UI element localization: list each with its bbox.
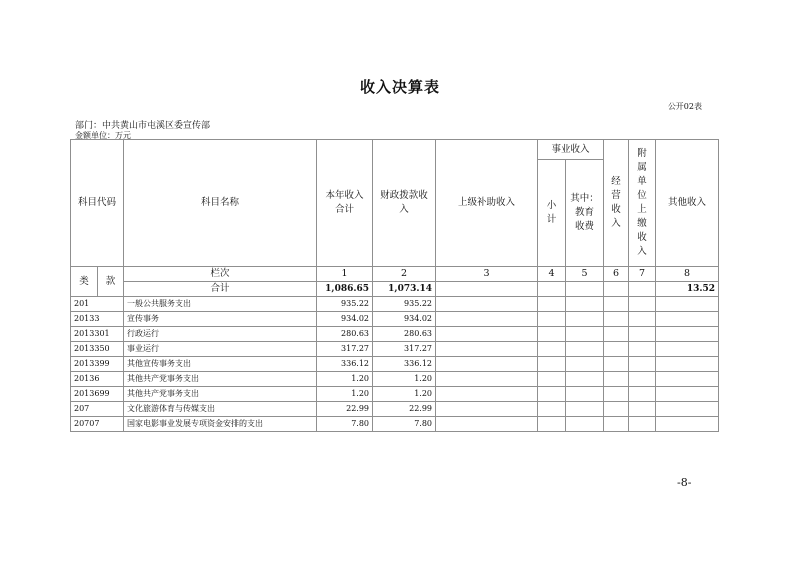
income-table: [70, 139, 719, 432]
header-affiliated-char: 缴: [637, 218, 647, 229]
header-affiliated-char: 上: [637, 204, 647, 215]
row-code: 2013399: [71, 357, 124, 372]
empty-cell: [604, 372, 629, 387]
empty-cell: [538, 297, 566, 312]
empty-cell: [629, 372, 656, 387]
header-total-line1: 本年收入: [325, 190, 364, 201]
header-business-char: 入: [611, 218, 621, 229]
empty-cell: [538, 312, 566, 327]
column-number: 8: [656, 267, 719, 282]
row-fiscal: 280.63: [373, 327, 436, 342]
total-row-total: 1,086.65: [317, 282, 373, 297]
row-name: 行政运行: [124, 327, 317, 342]
empty-cell: [566, 282, 604, 297]
empty-cell: [566, 327, 604, 342]
header-code: 科目代码: [71, 140, 124, 267]
row-name: 其他共产党事务支出: [124, 387, 317, 402]
row-total: 934.02: [317, 312, 373, 327]
header-upper-subsidy: 上级补助收入: [436, 140, 538, 267]
empty-cell: [436, 402, 538, 417]
header-career-income: 事业收入: [538, 140, 604, 160]
empty-cell: [629, 327, 656, 342]
empty-cell: [566, 402, 604, 417]
header-lei: 类: [71, 267, 98, 297]
row-name: 其他宣传事务支出: [124, 357, 317, 372]
row-code: 201: [71, 297, 124, 312]
empty-cell: [538, 402, 566, 417]
empty-cell: [629, 297, 656, 312]
row-fiscal: 935.22: [373, 297, 436, 312]
column-index-label: 栏次: [124, 267, 317, 282]
empty-cell: [538, 372, 566, 387]
header-business-char: 经: [611, 176, 621, 187]
row-fiscal: 934.02: [373, 312, 436, 327]
empty-cell: [436, 342, 538, 357]
empty-cell: [656, 402, 719, 417]
header-affiliated-char: 入: [637, 246, 647, 257]
table-row: [71, 342, 719, 357]
row-name: 文化旅游体育与传媒支出: [124, 402, 317, 417]
empty-cell: [566, 357, 604, 372]
header-affiliated-char: 位: [637, 190, 647, 201]
empty-cell: [538, 387, 566, 402]
amount-unit-label: 金额单位：万元: [75, 131, 131, 140]
header-edu-line3: 收费: [575, 221, 595, 232]
table-row: [71, 297, 719, 312]
row-fiscal: 1.20: [373, 387, 436, 402]
header-business-income: [604, 140, 629, 267]
empty-cell: [656, 372, 719, 387]
empty-cell: [566, 297, 604, 312]
table-row: [71, 312, 719, 327]
empty-cell: [436, 312, 538, 327]
header-edu-fee: [566, 160, 604, 267]
row-code: 2013350: [71, 342, 124, 357]
header-edu-line2: 教育: [575, 207, 595, 218]
column-number: 5: [566, 267, 604, 282]
header-other-income: 其他收入: [656, 140, 719, 267]
table-body: [71, 297, 719, 432]
empty-cell: [604, 357, 629, 372]
empty-cell: [566, 387, 604, 402]
empty-cell: [629, 387, 656, 402]
header-business-char: 收: [611, 204, 621, 215]
empty-cell: [629, 402, 656, 417]
row-total: 280.63: [317, 327, 373, 342]
row-total: 317.27: [317, 342, 373, 357]
empty-cell: [629, 282, 656, 297]
header-name: 科目名称: [124, 140, 317, 267]
empty-cell: [436, 327, 538, 342]
empty-cell: [566, 312, 604, 327]
header-fiscal-line1: 财政拨款收: [380, 190, 428, 201]
row-code: 20707: [71, 417, 124, 432]
header-subtotal-line2: 计: [546, 214, 557, 225]
form-code: 公开02表: [667, 102, 702, 111]
empty-cell: [538, 417, 566, 432]
empty-cell: [656, 342, 719, 357]
empty-cell: [656, 297, 719, 312]
total-row-fiscal: 1,073.14: [373, 282, 436, 297]
header-total: [317, 140, 373, 267]
row-total: 22.99: [317, 402, 373, 417]
empty-cell: [566, 372, 604, 387]
empty-cell: [656, 357, 719, 372]
row-fiscal: 22.99: [373, 402, 436, 417]
empty-cell: [566, 417, 604, 432]
empty-cell: [538, 342, 566, 357]
row-name: 一般公共服务支出: [124, 297, 317, 312]
table-row: [71, 402, 719, 417]
table-row: [71, 417, 719, 432]
column-number: 7: [629, 267, 656, 282]
header-edu-line1: 其中：: [570, 193, 599, 204]
empty-cell: [566, 342, 604, 357]
empty-cell: [656, 327, 719, 342]
column-number: 6: [604, 267, 629, 282]
empty-cell: [656, 387, 719, 402]
empty-cell: [656, 417, 719, 432]
row-name: 国家电影事业发展专项资金安排的支出: [124, 417, 317, 432]
total-row-label: 合计: [124, 282, 317, 297]
empty-cell: [604, 312, 629, 327]
empty-cell: [436, 297, 538, 312]
empty-cell: [629, 312, 656, 327]
table-row: [71, 372, 719, 387]
column-number: 1: [317, 267, 373, 282]
header-business-char: 营: [611, 190, 621, 201]
row-fiscal: 1.20: [373, 372, 436, 387]
empty-cell: [436, 282, 538, 297]
empty-cell: [629, 357, 656, 372]
header-affiliated-char: 属: [637, 162, 647, 173]
empty-cell: [629, 342, 656, 357]
department-label: 部门：中共黄山市屯溪区委宣传部: [75, 121, 211, 131]
page-number: -8-: [677, 476, 692, 489]
header-affiliated-char: 收: [637, 232, 647, 243]
empty-cell: [604, 387, 629, 402]
column-number: 4: [538, 267, 566, 282]
header-affiliated-income: [629, 140, 656, 267]
row-code: 2013699: [71, 387, 124, 402]
empty-cell: [604, 342, 629, 357]
empty-cell: [436, 372, 538, 387]
header-subtotal: [538, 160, 566, 267]
empty-cell: [604, 402, 629, 417]
row-total: 7.80: [317, 417, 373, 432]
empty-cell: [436, 357, 538, 372]
empty-cell: [604, 297, 629, 312]
empty-cell: [604, 282, 629, 297]
row-fiscal: 7.80: [373, 417, 436, 432]
row-name: 宣传事务: [124, 312, 317, 327]
empty-cell: [656, 312, 719, 327]
row-total: 1.20: [317, 387, 373, 402]
page-title: 收入决算表: [359, 78, 440, 96]
header-fiscal: [373, 140, 436, 267]
header-fiscal-line2: 入: [399, 204, 409, 215]
row-fiscal: 317.27: [373, 342, 436, 357]
column-number: 3: [436, 267, 538, 282]
table-row: [71, 387, 719, 402]
row-total: 935.22: [317, 297, 373, 312]
empty-cell: [538, 282, 566, 297]
header-kuan: 款: [98, 267, 124, 297]
table-row: [71, 327, 719, 342]
row-code: 207: [71, 402, 124, 417]
column-number: 2: [373, 267, 436, 282]
row-code: 20136: [71, 372, 124, 387]
empty-cell: [604, 327, 629, 342]
row-code: 20133: [71, 312, 124, 327]
row-total: 1.20: [317, 372, 373, 387]
empty-cell: [538, 327, 566, 342]
table-row: [71, 357, 719, 372]
header-subtotal-line1: 小: [546, 200, 557, 211]
row-name: 其他共产党事务支出: [124, 372, 317, 387]
empty-cell: [538, 357, 566, 372]
row-total: 336.12: [317, 357, 373, 372]
row-code: 2013301: [71, 327, 124, 342]
header-affiliated-char: 单: [637, 176, 647, 187]
header-affiliated-char: 附: [637, 148, 647, 159]
header-total-line2: 合计: [335, 204, 355, 215]
empty-cell: [629, 417, 656, 432]
empty-cell: [436, 417, 538, 432]
empty-cell: [436, 387, 538, 402]
row-name: 事业运行: [124, 342, 317, 357]
empty-cell: [604, 417, 629, 432]
row-fiscal: 336.12: [373, 357, 436, 372]
total-row-other: 13.52: [656, 282, 719, 297]
